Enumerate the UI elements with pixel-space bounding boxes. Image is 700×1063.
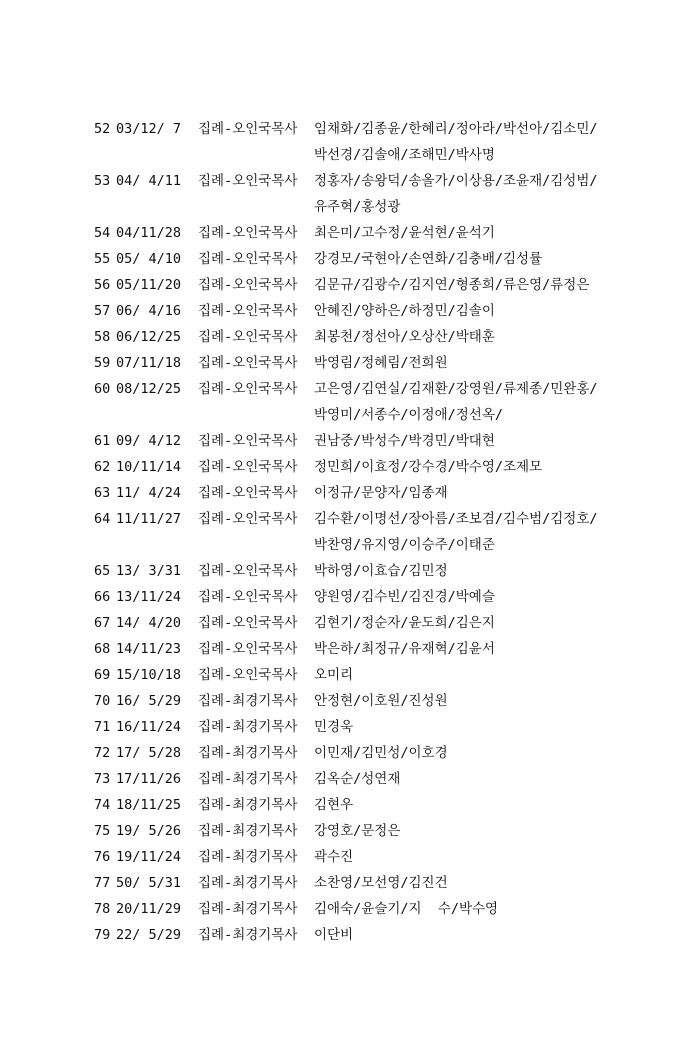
entry-date: 04/11/28 <box>116 225 182 241</box>
entry-number: 67 <box>94 615 111 631</box>
baptism-record-list <box>94 116 694 948</box>
entry-date: 11/11/27 <box>116 511 182 527</box>
entry-date: 14/ 4/20 <box>116 615 182 631</box>
entry-officiant: 집례-오인국목사 <box>198 173 298 189</box>
entry-number: 73 <box>94 771 111 787</box>
entry-officiant: 집례-오인국목사 <box>198 381 298 397</box>
entry-names <box>314 116 614 168</box>
record-entry <box>94 688 694 714</box>
entry-date: 19/ 5/26 <box>116 823 182 839</box>
record-entry <box>94 272 694 298</box>
entry-officiant: 집례-오인국목사 <box>198 277 298 293</box>
record-entry <box>94 246 694 272</box>
entry-names <box>314 636 614 662</box>
entry-date: 50/ 5/31 <box>116 875 182 891</box>
entry-names-line: 양원영/김수빈/김진경/박예슬 <box>314 589 495 605</box>
entry-number: 59 <box>94 355 111 371</box>
entry-names-line: 소찬영/모선영/김진건 <box>314 875 448 891</box>
entry-number: 75 <box>94 823 111 839</box>
entry-number: 77 <box>94 875 111 891</box>
record-entry <box>94 220 694 246</box>
entry-officiant: 집례-오인국목사 <box>198 563 298 579</box>
entry-names <box>314 298 614 324</box>
record-entry <box>94 298 694 324</box>
entry-names <box>314 792 614 818</box>
record-entry <box>94 896 694 922</box>
entry-officiant: 집례-최경기목사 <box>198 719 298 735</box>
entry-number: 62 <box>94 459 111 475</box>
entry-names-line: 이민재/김민성/이호경 <box>314 745 448 761</box>
entry-date: 20/11/29 <box>116 901 182 917</box>
entry-number: 78 <box>94 901 111 917</box>
record-entry <box>94 870 694 896</box>
entry-officiant: 집례-오인국목사 <box>198 589 298 605</box>
entry-names-line: 박찬영/유지영/이승주/이태준 <box>314 537 495 553</box>
entry-officiant: 집례-최경기목사 <box>198 849 298 865</box>
entry-officiant: 집례-오인국목사 <box>198 303 298 319</box>
entry-names-line: 김수환/이명선/장아름/조보겸/김수범/김정호/ <box>314 511 598 527</box>
entry-number: 63 <box>94 485 111 501</box>
entry-names-line: 강경모/국현아/손연화/김충배/김성률 <box>314 251 543 267</box>
entry-names-line: 오미리 <box>314 667 354 683</box>
entry-names-line: 최은미/고수정/윤석현/윤석기 <box>314 225 495 241</box>
entry-names-line: 박은하/최정규/유재혁/김윤서 <box>314 641 495 657</box>
entry-officiant: 집례-최경기목사 <box>198 875 298 891</box>
entry-names <box>314 272 614 298</box>
entry-names-line: 민경욱 <box>314 719 354 735</box>
record-entry <box>94 662 694 688</box>
record-entry <box>94 844 694 870</box>
entry-date: 06/12/25 <box>116 329 182 345</box>
record-entry <box>94 636 694 662</box>
entry-date: 13/11/24 <box>116 589 182 605</box>
entry-names <box>314 324 614 350</box>
entry-officiant: 집례-오인국목사 <box>198 251 298 267</box>
entry-officiant: 집례-오인국목사 <box>198 641 298 657</box>
entry-number: 66 <box>94 589 111 605</box>
entry-names-line: 최봉천/정선아/오상산/박태훈 <box>314 329 495 345</box>
record-entry <box>94 714 694 740</box>
record-entry <box>94 610 694 636</box>
entry-names-line: 김현우 <box>314 797 354 813</box>
entry-number: 53 <box>94 173 111 189</box>
record-entry <box>94 818 694 844</box>
entry-names <box>314 558 614 584</box>
entry-officiant: 집례-오인국목사 <box>198 615 298 631</box>
entry-officiant: 집례-최경기목사 <box>198 745 298 761</box>
entry-names-line: 박영림/정혜림/전희원 <box>314 355 448 371</box>
entry-names-line: 유주혁/홍성광 <box>314 199 401 215</box>
entry-date: 16/ 5/29 <box>116 693 182 709</box>
entry-number: 69 <box>94 667 111 683</box>
entry-date: 10/11/14 <box>116 459 182 475</box>
entry-names <box>314 662 614 688</box>
entry-date: 04/ 4/11 <box>116 173 182 189</box>
entry-names <box>314 922 614 948</box>
entry-names <box>314 506 614 558</box>
entry-date: 06/ 4/16 <box>116 303 182 319</box>
entry-date: 14/11/23 <box>116 641 182 657</box>
entry-number: 74 <box>94 797 111 813</box>
entry-date: 22/ 5/29 <box>116 927 182 943</box>
entry-names <box>314 844 614 870</box>
record-entry <box>94 584 694 610</box>
entry-names <box>314 376 614 428</box>
record-entry <box>94 766 694 792</box>
entry-names <box>314 766 614 792</box>
entry-officiant: 집례-오인국목사 <box>198 355 298 371</box>
entry-names-line: 강영호/문정은 <box>314 823 401 839</box>
entry-names-line: 박선경/김솔애/조해민/박사명 <box>314 147 495 163</box>
record-entry <box>94 350 694 376</box>
record-entry <box>94 922 694 948</box>
entry-names-line: 김문규/김광수/김지연/형종희/류은영/류정은 <box>314 277 590 293</box>
entry-names <box>314 818 614 844</box>
entry-names <box>314 454 614 480</box>
entry-officiant: 집례-오인국목사 <box>198 511 298 527</box>
entry-number: 71 <box>94 719 111 735</box>
entry-number: 76 <box>94 849 111 865</box>
entry-number: 55 <box>94 251 111 267</box>
record-entry <box>94 116 694 168</box>
entry-officiant: 집례-오인국목사 <box>198 225 298 241</box>
entry-number: 79 <box>94 927 111 943</box>
entry-officiant: 집례-오인국목사 <box>198 121 298 137</box>
entry-names-line: 이단비 <box>314 927 354 943</box>
record-entry <box>94 454 694 480</box>
entry-date: 05/ 4/10 <box>116 251 182 267</box>
entry-date: 17/11/26 <box>116 771 182 787</box>
entry-number: 60 <box>94 381 111 397</box>
record-entry <box>94 740 694 766</box>
entry-number: 52 <box>94 121 111 137</box>
entry-names-line: 이정규/문양자/임종재 <box>314 485 448 501</box>
entry-officiant: 집례-오인국목사 <box>198 329 298 345</box>
entry-names <box>314 740 614 766</box>
entry-date: 17/ 5/28 <box>116 745 182 761</box>
entry-names-line: 박하영/이효습/김민정 <box>314 563 448 579</box>
entry-number: 64 <box>94 511 111 527</box>
entry-names-line: 임채화/김종윤/한혜리/정아라/박선아/김소민/ <box>314 121 598 137</box>
entry-names-line: 박영미/서종수/이정애/정선옥/ <box>314 407 504 423</box>
entry-names <box>314 896 614 922</box>
entry-names <box>314 220 614 246</box>
entry-number: 68 <box>94 641 111 657</box>
entry-date: 03/12/ 7 <box>116 121 182 137</box>
entry-names <box>314 168 614 220</box>
entry-officiant: 집례-최경기목사 <box>198 771 298 787</box>
entry-number: 57 <box>94 303 111 319</box>
record-entry <box>94 480 694 506</box>
entry-number: 54 <box>94 225 111 241</box>
entry-officiant: 집례-오인국목사 <box>198 667 298 683</box>
entry-names <box>314 610 614 636</box>
entry-names-line: 권남중/박성수/박경민/박대현 <box>314 433 495 449</box>
entry-names-line: 안정현/이호원/진성원 <box>314 693 448 709</box>
record-entry <box>94 506 694 558</box>
entry-names <box>314 870 614 896</box>
entry-number: 65 <box>94 563 111 579</box>
entry-number: 72 <box>94 745 111 761</box>
entry-names-line: 정홍자/송왕덕/송올가/이상용/조윤재/김성범/ <box>314 173 598 189</box>
entry-officiant: 집례-최경기목사 <box>198 927 298 943</box>
entry-officiant: 집례-최경기목사 <box>198 823 298 839</box>
entry-officiant: 집례-오인국목사 <box>198 459 298 475</box>
entry-date: 19/11/24 <box>116 849 182 865</box>
entry-names <box>314 246 614 272</box>
entry-names-line: 안혜진/양하은/하정민/김솔이 <box>314 303 495 319</box>
entry-date: 05/11/20 <box>116 277 182 293</box>
entry-officiant: 집례-오인국목사 <box>198 485 298 501</box>
entry-date: 07/11/18 <box>116 355 182 371</box>
entry-number: 58 <box>94 329 111 345</box>
record-entry <box>94 324 694 350</box>
entry-officiant: 집례-최경기목사 <box>198 901 298 917</box>
entry-names-line: 김현기/정순자/윤도희/김은지 <box>314 615 495 631</box>
entry-officiant: 집례-오인국목사 <box>198 433 298 449</box>
entry-names-line: 김옥순/성연재 <box>314 771 401 787</box>
entry-names <box>314 480 614 506</box>
entry-names-line: 김애숙/윤슬기/지 수/박수영 <box>314 901 499 917</box>
record-entry <box>94 428 694 454</box>
entry-number: 56 <box>94 277 111 293</box>
entry-names-line: 곽수진 <box>314 849 354 865</box>
entry-date: 18/11/25 <box>116 797 182 813</box>
entry-officiant: 집례-최경기목사 <box>198 797 298 813</box>
entry-number: 61 <box>94 433 111 449</box>
entry-date: 16/11/24 <box>116 719 182 735</box>
entry-names <box>314 688 614 714</box>
record-entry <box>94 376 694 428</box>
entry-number: 70 <box>94 693 111 709</box>
entry-names-line: 고은영/김연실/김재환/강영원/류제종/민완홍/ <box>314 381 598 397</box>
entry-names-line: 정민희/이효정/강수경/박수영/조제모 <box>314 459 543 475</box>
entry-date: 08/12/25 <box>116 381 182 397</box>
entry-date: 11/ 4/24 <box>116 485 182 501</box>
entry-officiant: 집례-최경기목사 <box>198 693 298 709</box>
entry-names <box>314 584 614 610</box>
entry-date: 15/10/18 <box>116 667 182 683</box>
entry-date: 09/ 4/12 <box>116 433 182 449</box>
record-entry <box>94 792 694 818</box>
entry-names <box>314 428 614 454</box>
entry-names <box>314 350 614 376</box>
record-entry <box>94 558 694 584</box>
entry-date: 13/ 3/31 <box>116 563 182 579</box>
entry-names <box>314 714 614 740</box>
record-entry <box>94 168 694 220</box>
